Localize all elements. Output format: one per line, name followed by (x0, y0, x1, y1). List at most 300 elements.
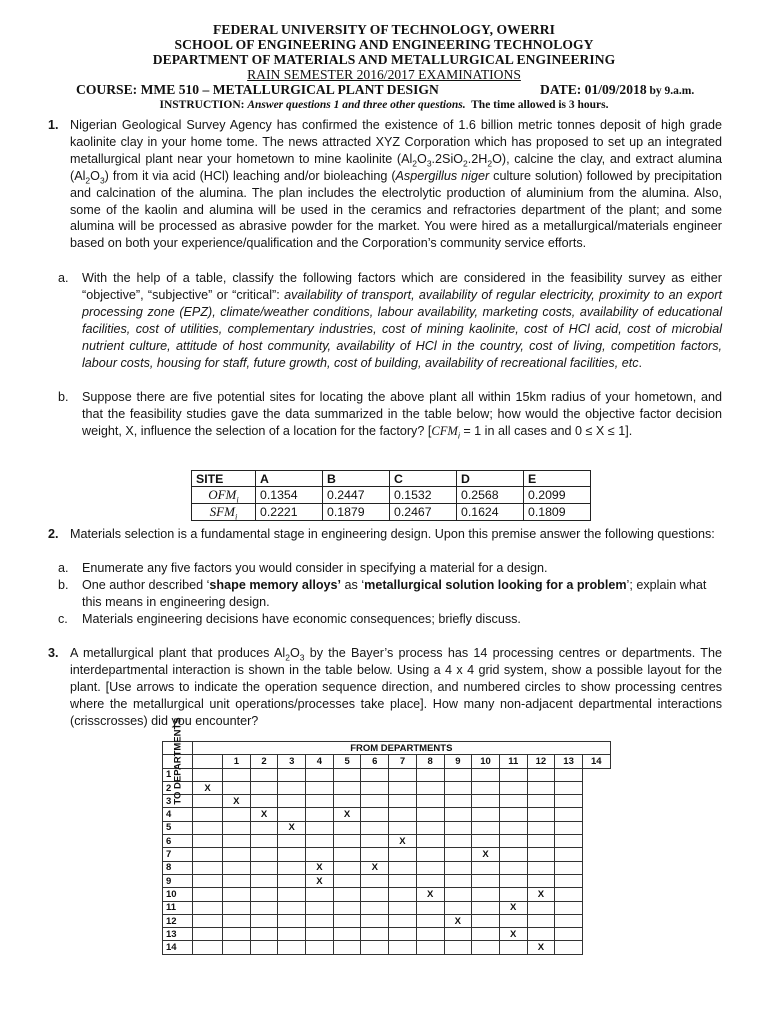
interaction-mark: X (333, 808, 361, 821)
grid-cell (499, 888, 527, 901)
grid-cell (472, 821, 500, 834)
table-row (192, 487, 591, 504)
grid-cell (250, 861, 278, 874)
grid-cell (306, 808, 334, 821)
grid-cell (250, 928, 278, 941)
grid-cell (193, 808, 223, 821)
grid-cell (361, 808, 389, 821)
grid-cell (444, 928, 472, 941)
grid-cell (499, 835, 527, 848)
interaction-mark: X (416, 888, 444, 901)
grid-cell (555, 914, 583, 927)
table-row (163, 901, 611, 914)
grid-cell (416, 874, 444, 887)
question-2c (58, 611, 722, 628)
grid-cell (278, 941, 306, 954)
header-cell: D (457, 471, 524, 487)
grid-cell (389, 781, 417, 794)
grid-cell (555, 808, 583, 821)
grid-cell (444, 941, 472, 954)
grid-cell (472, 888, 500, 901)
interaction-mark: X (306, 874, 334, 887)
grid-cell (444, 781, 472, 794)
grid-cell (193, 914, 223, 927)
column-header-4: 4 (306, 755, 334, 768)
grid-cell (223, 928, 251, 941)
grid-cell (472, 795, 500, 808)
interaction-mark: X (361, 861, 389, 874)
department-interaction-table (162, 717, 611, 955)
table-row (163, 914, 611, 927)
question-number: 1. (48, 118, 59, 132)
column-header-2: 2 (250, 755, 278, 768)
sub-letter: b. (58, 390, 69, 404)
column-header-10: 10 (472, 755, 500, 768)
grid-cell (223, 901, 251, 914)
grid-cell (444, 835, 472, 848)
grid-cell (193, 848, 223, 861)
grid-cell (361, 768, 389, 781)
table-row (163, 861, 611, 874)
question-1-text: Nigerian Geological Survey Agency has confirmed the existence of 1.6 billion metric tonnes deposit of high grade kaolinite clay in your home tome. The news attracted XYZ Corporation which has proposed to set up an integrated metallurgical plant near your hometown to mine kaolinite $(Al_2O_3.2SiO_2.2H_2O)$, calcine the clay, and extract alumina $(Al_2O_3)$ from it via acid (HCl) leaching and/or bioleaching (Aspergillus niger culture solution) followed by precipitation and calcination of the alumina. The plan includes the electrolytic production of aluminium from the alumina. Also, some of the kaolin and alumina will be used in the ceramics and refractories department of the plant; and some alumina will be processed as abrasive powder for the market. You were hired as a metallurgical/materials engineer based on both your experience/qualification and the Corporation’s community service efforts. (70, 118, 722, 251)
grid-cell (278, 901, 306, 914)
question-2a-text: Enumerate any five factors you would consider in specifying a material for a design. (82, 561, 548, 575)
column-header-1: 1 (223, 755, 251, 768)
grid-cell (306, 848, 334, 861)
exam-date (540, 82, 694, 99)
table-header-row (192, 471, 591, 487)
grid-cell (555, 835, 583, 848)
row-label: $OFM_i$ (192, 487, 256, 504)
instruction-line (0, 98, 768, 112)
column-header-13: 13 (555, 755, 583, 768)
grid-cell (278, 781, 306, 794)
factor-list: availability of transport, availability of regular electricity, proximity to an export processing zone (EPZ), climate/weather conditions, labour availability, marketing costs, availability of educational facilities, cost of utilities, complementary industries, cost of mining kaolinite, cost of HCl acid, cost of microbial nutrient culture, attitude of host community, availability of HCl in the country, cost of living, competition factors, labour costs, housing for staff, future growth, cost of building, availability of recreational facilities, etc (82, 287, 722, 370)
grid-cell (416, 768, 444, 781)
interaction-mark: X (193, 781, 223, 794)
grid-cell (278, 768, 306, 781)
grid-cell (306, 768, 334, 781)
table-cell: 0.2467 (390, 504, 457, 521)
question-2b (58, 577, 722, 611)
grid-cell (444, 795, 472, 808)
grid-cell (555, 848, 583, 861)
grid-cell (361, 835, 389, 848)
grid-cell (389, 861, 417, 874)
to-departments-cell (163, 717, 193, 806)
grid-cell (193, 835, 223, 848)
row-label: 6 (163, 835, 193, 848)
grid-cell (527, 901, 555, 914)
grid-cell (361, 781, 389, 794)
row-label: 3 (163, 795, 193, 808)
grid-cell (416, 808, 444, 821)
grid-cell (444, 874, 472, 887)
grid-cell (555, 795, 583, 808)
grid-cell (361, 914, 389, 927)
grid-cell (416, 821, 444, 834)
grid-cell (444, 901, 472, 914)
grid-cell (306, 928, 334, 941)
grid-cell (361, 821, 389, 834)
question-2b-text: One author described ‘shape memory alloys’ as ‘metallurgical solution looking for a problem’; explain what this means in engineering design. (82, 578, 707, 609)
question-3-text: A metallurgical plant that produces $Al_2O_3$ by the Bayer’s process has 14 processing centres or departments. The interdepartmental interaction is shown in the table below. Using a 4 x 4 grid system, show a possible layout for the plant. [Use arrows to indicate the operation sequence direction, and numbered circles to show processing centres where the metallurgical unit operations/processes take place]. How many non-adjacent departmental interactions (crisscrosses) did you encounter? (70, 646, 722, 728)
grid-cell (555, 768, 583, 781)
sub-letter: a. (58, 271, 69, 285)
grid-cell (361, 901, 389, 914)
question-1 (48, 117, 722, 252)
interaction-mark: X (499, 901, 527, 914)
question-2 (48, 526, 722, 543)
question-2-text: Materials selection is a fundamental stage in engineering design. Upon this premise answer the following questions: (70, 527, 715, 541)
grid-cell (306, 941, 334, 954)
grid-cell (444, 848, 472, 861)
table-cell: 0.1809 (524, 504, 591, 521)
row-label: 11 (163, 901, 193, 914)
semester-title: RAIN SEMESTER 2016/2017 EXAMINATIONS (247, 67, 521, 82)
grid-cell (527, 781, 555, 794)
grid-cell (555, 821, 583, 834)
grid-cell (278, 888, 306, 901)
grid-cell (389, 821, 417, 834)
grid-cell (306, 835, 334, 848)
table-cell: 0.2221 (256, 504, 323, 521)
grid-cell (499, 821, 527, 834)
grid-cell (250, 795, 278, 808)
grid-cell (472, 914, 500, 927)
grid-cell (193, 888, 223, 901)
grid-cell (499, 768, 527, 781)
grid-cell (389, 928, 417, 941)
grid-cell (527, 768, 555, 781)
interaction-mark: X (306, 861, 334, 874)
university-name: FEDERAL UNIVERSITY OF TECHNOLOGY, OWERRI (212, 22, 556, 37)
grid-cell (472, 941, 500, 954)
grid-cell (361, 874, 389, 887)
from-departments-label: FROM DEPARTMENTS (193, 742, 611, 755)
grid-cell (278, 914, 306, 927)
grid-cell (527, 848, 555, 861)
grid-cell (333, 781, 361, 794)
grid-cell (223, 848, 251, 861)
interaction-mark: X (527, 888, 555, 901)
grid-cell (389, 914, 417, 927)
school-name: SCHOOL OF ENGINEERING AND ENGINEERING TECHNOLOGY (174, 37, 594, 52)
sub-letter: a. (58, 561, 69, 575)
grid-cell (333, 768, 361, 781)
grid-cell (333, 861, 361, 874)
grid-cell (527, 808, 555, 821)
grid-cell (361, 928, 389, 941)
grid-cell (223, 941, 251, 954)
grid-cell (193, 861, 223, 874)
table-cell: 0.1879 (323, 504, 390, 521)
table-row (163, 835, 611, 848)
grid-cell (472, 835, 500, 848)
grid-cell (278, 808, 306, 821)
grid-cell (223, 861, 251, 874)
grid-cell (472, 808, 500, 821)
grid-cell (444, 808, 472, 821)
grid-cell (472, 781, 500, 794)
table-cell: 0.1624 (457, 504, 524, 521)
interaction-mark: X (527, 941, 555, 954)
grid-cell (250, 941, 278, 954)
grid-cell (527, 928, 555, 941)
grid-cell (333, 941, 361, 954)
question-1b (58, 389, 722, 440)
row-label: 4 (163, 808, 193, 821)
table-cell: 0.2099 (524, 487, 591, 504)
column-header-8: 8 (416, 755, 444, 768)
row-label: 9 (163, 874, 193, 887)
column-header-5: 5 (333, 755, 361, 768)
grid-cell (416, 901, 444, 914)
grid-cell (499, 874, 527, 887)
row-label: 12 (163, 914, 193, 927)
row-label: 5 (163, 821, 193, 834)
grid-cell (416, 781, 444, 794)
table-row (163, 941, 611, 954)
row-label: 8 (163, 861, 193, 874)
grid-cell (416, 941, 444, 954)
table-cell: 0.1532 (390, 487, 457, 504)
question-1a (58, 270, 722, 371)
grid-cell (389, 808, 417, 821)
header-cell: B (323, 471, 390, 487)
grid-cell (472, 768, 500, 781)
grid-cell (527, 914, 555, 927)
table-row (163, 888, 611, 901)
grid-cell (389, 795, 417, 808)
grid-cell (193, 928, 223, 941)
grid-cell (223, 808, 251, 821)
grid-cell (306, 781, 334, 794)
grid-cell (250, 848, 278, 861)
grid-cell (555, 941, 583, 954)
time-allowed: The time allowed is 3 hours. (465, 99, 609, 111)
grid-cell (416, 861, 444, 874)
grid-cell (278, 835, 306, 848)
grid-cell (278, 861, 306, 874)
grid-cell (416, 835, 444, 848)
column-header-14: 14 (582, 755, 610, 768)
grid-cell (333, 848, 361, 861)
grid-cell (499, 808, 527, 821)
grid-cell (416, 928, 444, 941)
column-header-12: 12 (527, 755, 555, 768)
interaction-mark: X (389, 835, 417, 848)
question-1b-text: Suppose there are five potential sites for locating the above plant all within 15km radius of your hometown, and that the feasibility studies gave the data summarized in the table below; how would the objective factor decision weight, X, influence the selection of a location for the factory? [$CFM_i = 1$ in all cases and 0 ≤ X ≤ 1]. (82, 390, 722, 441)
date-time: by 9.a.m. (646, 85, 695, 97)
question-number: 3. (48, 646, 59, 660)
grid-cell (389, 848, 417, 861)
grid-cell (223, 781, 251, 794)
grid-cell (444, 768, 472, 781)
grid-cell (250, 835, 278, 848)
grid-cell (333, 928, 361, 941)
grid-cell (389, 941, 417, 954)
grid-cell (333, 821, 361, 834)
grid-cell (250, 901, 278, 914)
grid-cell (472, 874, 500, 887)
sub-letter: b. (58, 578, 69, 592)
department-name: DEPARTMENT OF MATERIALS AND METALLURGICAL ENGINEERING (152, 52, 616, 67)
grid-cell (278, 848, 306, 861)
instruction-text: Answer questions 1 and three other questions. (247, 99, 466, 111)
table-row (163, 795, 611, 808)
interaction-mark: X (223, 795, 251, 808)
grid-cell (250, 821, 278, 834)
table-cell: 0.2447 (323, 487, 390, 504)
grid-cell (223, 768, 251, 781)
grid-cell (499, 848, 527, 861)
sub-letter: c. (58, 612, 68, 626)
grid-cell (333, 874, 361, 887)
blank-header-cell (193, 755, 223, 768)
column-header-row (163, 755, 611, 768)
grid-cell (555, 888, 583, 901)
grid-cell (193, 901, 223, 914)
row-label: 10 (163, 888, 193, 901)
grid-cell (555, 928, 583, 941)
table-cell: 0.1354 (256, 487, 323, 504)
header-cell: E (524, 471, 591, 487)
table-row (163, 848, 611, 861)
table-cell: 0.2568 (457, 487, 524, 504)
column-header-6: 6 (361, 755, 389, 768)
grid-cell (278, 795, 306, 808)
grid-cell (555, 874, 583, 887)
grid-cell (389, 888, 417, 901)
grid-cell (472, 861, 500, 874)
grid-cell (333, 888, 361, 901)
grid-cell (444, 888, 472, 901)
header-cell: A (256, 471, 323, 487)
grid-cell (416, 914, 444, 927)
grid-cell (333, 835, 361, 848)
grid-cell (223, 914, 251, 927)
header-cell: SITE (192, 471, 256, 487)
grid-cell (306, 901, 334, 914)
grid-cell (527, 835, 555, 848)
interaction-mark: X (499, 928, 527, 941)
grid-cell (193, 821, 223, 834)
grid-cell (223, 888, 251, 901)
grid-cell (361, 795, 389, 808)
grid-cell (223, 874, 251, 887)
grid-cell (250, 888, 278, 901)
grid-cell (527, 795, 555, 808)
grid-cell (527, 861, 555, 874)
grid-cell (361, 888, 389, 901)
from-header-row (163, 742, 611, 755)
grid-cell (527, 874, 555, 887)
table-row (163, 874, 611, 887)
grid-cell (193, 795, 223, 808)
grid-cell (499, 861, 527, 874)
grid-cell (333, 901, 361, 914)
question-1a-text: With the help of a table, classify the following factors which are considered in the feasibility survey as either “objective”, “subjective” or “critical”: availability of transport, availability of regular electricity, proximity to an export processing zone (EPZ), climate/weather conditions, labour availability, marketing costs, availability of educational facilities, cost of utilities, complementary industries, cost of mining kaolinite, cost of HCl acid, cost of microbial nutrient culture, attitude of host community, availability of HCl in the country, cost of living, competition factors, labour costs, housing for staff, future growth, cost of building, availability of recreational facilities, etc. (82, 271, 722, 370)
grid-cell (499, 941, 527, 954)
course-line (0, 82, 768, 98)
table-row (163, 768, 611, 781)
grid-cell (472, 901, 500, 914)
grid-cell (389, 874, 417, 887)
grid-cell (306, 914, 334, 927)
grid-cell (444, 821, 472, 834)
grid-cell (499, 914, 527, 927)
grid-cell (223, 835, 251, 848)
grid-cell (555, 861, 583, 874)
date-value: DATE: 01/09/2018 (540, 82, 647, 97)
grid-cell (389, 768, 417, 781)
grid-cell (555, 781, 583, 794)
column-header-9: 9 (444, 755, 472, 768)
grid-cell (278, 928, 306, 941)
grid-cell (416, 848, 444, 861)
row-label: 7 (163, 848, 193, 861)
grid-cell (555, 901, 583, 914)
interaction-mark: X (250, 808, 278, 821)
row-label: 14 (163, 941, 193, 954)
table-row (163, 808, 611, 821)
grid-cell (416, 795, 444, 808)
table-row (163, 821, 611, 834)
grid-cell (306, 821, 334, 834)
table-row (192, 504, 591, 521)
grid-cell (361, 941, 389, 954)
table-row (163, 781, 611, 794)
question-2c-text: Materials engineering decisions have economic consequences; briefly discuss. (82, 612, 521, 626)
course-title: COURSE: MME 510 – METALLURGICAL PLANT DESIGN (76, 82, 439, 97)
grid-cell (306, 888, 334, 901)
grid-cell (444, 861, 472, 874)
grid-cell (278, 874, 306, 887)
column-header-11: 11 (499, 755, 527, 768)
grid-cell (472, 928, 500, 941)
instruction-label: INSTRUCTION: (159, 99, 248, 111)
row-label: 1 (163, 768, 193, 781)
grid-cell (361, 848, 389, 861)
grid-cell (333, 914, 361, 927)
grid-cell (193, 941, 223, 954)
grid-cell (223, 821, 251, 834)
exam-header (0, 22, 768, 112)
question-3 (48, 645, 722, 730)
grid-cell (193, 874, 223, 887)
grid-cell (527, 821, 555, 834)
grid-cell (250, 781, 278, 794)
grid-cell (250, 768, 278, 781)
site-factor-table (191, 470, 591, 521)
row-label: $SFM_i$ (192, 504, 256, 521)
interaction-mark: X (472, 848, 500, 861)
grid-cell (250, 914, 278, 927)
row-label: 13 (163, 928, 193, 941)
grid-cell (250, 874, 278, 887)
column-header-7: 7 (389, 755, 417, 768)
question-2a (58, 560, 722, 577)
table-row (163, 928, 611, 941)
header-cell: C (390, 471, 457, 487)
interaction-mark: X (278, 821, 306, 834)
row-label: 2 (163, 781, 193, 794)
interaction-mark: X (444, 914, 472, 927)
grid-cell (306, 795, 334, 808)
grid-cell (333, 795, 361, 808)
column-header-3: 3 (278, 755, 306, 768)
